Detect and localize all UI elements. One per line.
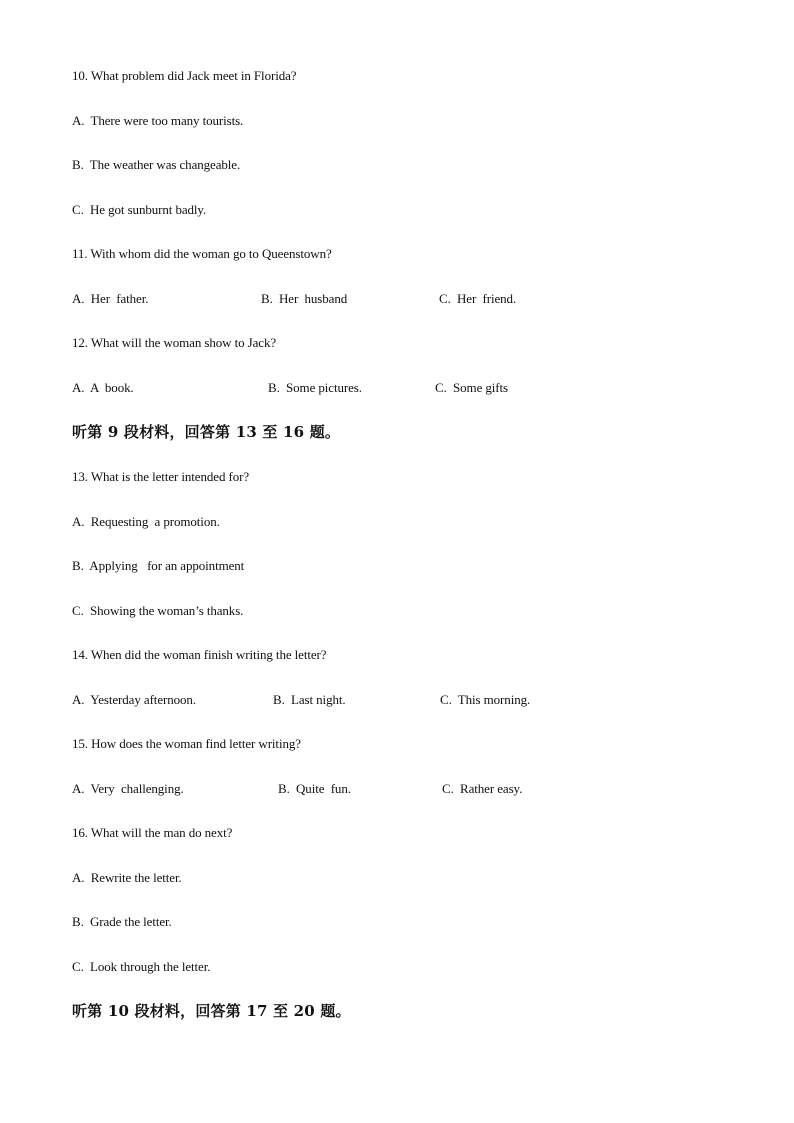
question-15: 15. How does the woman find letter writing? <box>72 736 301 751</box>
section-heading-9: 听第 9 段材料，回答第 13 至 16 题。 <box>72 423 341 441</box>
q16-option-c: C. Look through the letter. <box>72 959 211 974</box>
question-13: 13. What is the letter intended for? <box>72 469 250 484</box>
question-14: 14. When did the woman finish writing the letter? <box>72 647 327 662</box>
question-11: 11. With whom did the woman go to Queenstown? <box>72 246 332 261</box>
q13-option-a: A. Requesting a promotion. <box>72 514 220 529</box>
q15-option-a: A. Very challenging. <box>72 781 184 796</box>
q14-option-b: B. Last night. <box>273 692 346 707</box>
q16-option-a: A. Rewrite the letter. <box>72 870 182 885</box>
q10-option-c: C. He got sunburnt badly. <box>72 202 207 217</box>
q12-option-c: C. Some gifts <box>435 380 508 395</box>
question-16: 16. What will the man do next? <box>72 825 233 840</box>
q11-option-c: C. Her friend. <box>439 291 517 306</box>
q15-option-b: B. Quite fun. <box>278 781 351 796</box>
q11-option-b: B. Her husband <box>261 291 348 306</box>
section-heading-10: 听第 10 段材料，回答第 17 至 20 题。 <box>72 1002 351 1020</box>
q10-option-b: B. The weather was changeable. <box>72 157 241 172</box>
q12-option-a: A. A book. <box>72 380 134 395</box>
q10-option-a: A. There were too many tourists. <box>72 113 244 128</box>
question-12: 12. What will the woman show to Jack? <box>72 335 277 350</box>
q13-option-b: B. Applying for an appointment <box>72 558 245 573</box>
q14-option-a: A. Yesterday afternoon. <box>72 692 196 707</box>
q15-option-c: C. Rather easy. <box>442 781 523 796</box>
q14-option-c: C. This morning. <box>440 692 531 707</box>
q13-option-c: C. Showing the woman’s thanks. <box>72 603 244 618</box>
question-10: 10. What problem did Jack meet in Florida? <box>72 68 297 83</box>
q16-option-b: B. Grade the letter. <box>72 914 172 929</box>
q12-option-b: B. Some pictures. <box>268 380 362 395</box>
q11-option-a: A. Her father. <box>72 291 149 306</box>
